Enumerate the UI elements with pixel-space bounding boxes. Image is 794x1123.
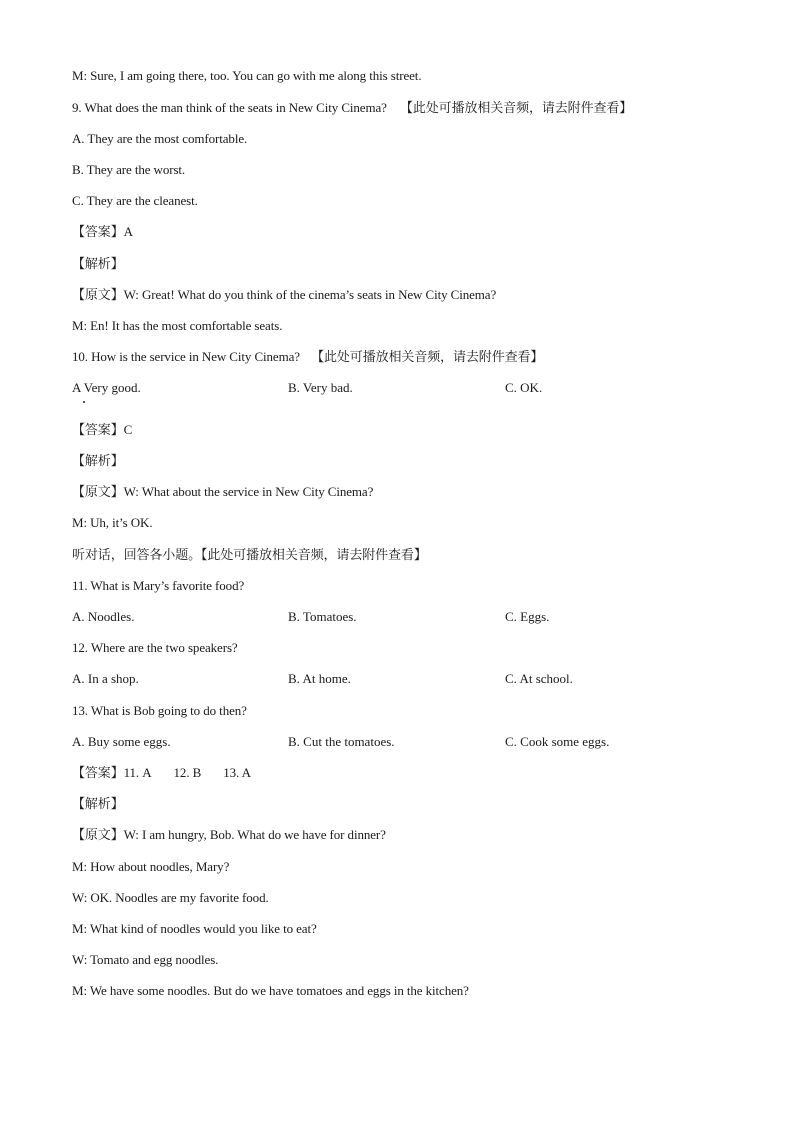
transcript-line [72, 827, 386, 844]
option-a: A Very good. [72, 380, 141, 395]
transcript-tag: 【原文】 [72, 485, 124, 500]
answer-tag: 【答案】 [72, 225, 124, 240]
section-instruction [72, 547, 427, 564]
option-c: C. Cook some eggs. [505, 734, 610, 749]
answer-line [72, 765, 251, 782]
dialogue-line: M: What kind of noodles would you like to eat? [72, 921, 317, 936]
transcript-line [72, 287, 496, 304]
option-b: B. Cut the tomatoes. [288, 734, 395, 749]
option-a: A. They are the most comfortable. [72, 131, 248, 146]
option-b: B. Very bad. [288, 380, 353, 395]
option-c: C. OK. [505, 380, 543, 395]
analysis-label: 【解析】 [72, 257, 124, 272]
answer-value: 11. A [123, 765, 152, 780]
question-10 [72, 349, 543, 366]
question-12: 12. Where are the two speakers? [72, 640, 238, 655]
audio-link[interactable]: 【此处可播放相关音频，请去附件查看】 [201, 548, 427, 563]
dialogue-line: M: Sure, I am going there, too. You can go with me along this street. [72, 68, 422, 83]
analysis-tag [72, 256, 124, 273]
dialogue-line: M: How about noodles, Mary? [72, 859, 230, 874]
option-a: A. In a shop. [72, 671, 139, 686]
answer-line [72, 422, 132, 439]
question-13: 13. What is Bob going to do then? [72, 703, 247, 718]
answer-tag: 【答案】 [72, 423, 124, 438]
transcript-line [72, 484, 373, 501]
dialogue-line: M: We have some noodles. But do we have tomatoes and eggs in the kitchen? [72, 983, 469, 998]
transcript-text: W: Great! What do you think of the cinema’s seats in New City Cinema? [123, 287, 497, 302]
question-10-text: 10. How is the service in New City Cinema? [72, 349, 300, 364]
section-text: 听对话，回答各小题。 [72, 548, 202, 563]
answer-tag: 【答案】 [72, 766, 124, 781]
analysis-label: 【解析】 [72, 454, 124, 469]
answer-line [72, 224, 133, 241]
audio-link[interactable]: 【此处可播放相关音频，请去附件查看】 [311, 350, 544, 365]
option-b: B. At home. [288, 671, 351, 686]
transcript-tag: 【原文】 [72, 288, 124, 303]
analysis-tag [72, 453, 124, 470]
option-c: C. They are the cleanest. [72, 193, 198, 208]
dialogue-line: M: Uh, it’s OK. [72, 515, 153, 530]
answer-value: 13. A [223, 765, 251, 780]
option-c: C. At school. [505, 671, 573, 686]
option-a: A. Buy some eggs. [72, 734, 171, 749]
dialogue-line: W: Tomato and egg noodles. [72, 952, 219, 967]
option-b: B. Tomatoes. [288, 609, 357, 624]
analysis-label: 【解析】 [72, 797, 124, 812]
answer-value: A [123, 224, 133, 239]
question-9 [72, 100, 632, 117]
dialogue-line: W: OK. Noodles are my favorite food. [72, 890, 269, 905]
stray-dot [83, 401, 85, 403]
option-c: C. Eggs. [505, 609, 550, 624]
question-9-text: 9. What does the man think of the seats in New City Cinema? [72, 100, 387, 115]
option-b: B. They are the worst. [72, 162, 186, 177]
answer-value: 12. B [173, 765, 202, 780]
dialogue-line: M: En! It has the most comfortable seats. [72, 318, 283, 333]
analysis-tag [72, 796, 124, 813]
answer-value: C [123, 422, 133, 437]
audio-link[interactable]: 【此处可播放相关音频，请去附件查看】 [399, 101, 633, 116]
option-a: A. Noodles. [72, 609, 135, 624]
question-11: 11. What is Mary’s favorite food? [72, 578, 245, 593]
transcript-text: W: I am hungry, Bob. What do we have for dinner? [123, 827, 386, 842]
transcript-text: W: What about the service in New City Cinema? [123, 484, 374, 499]
transcript-tag: 【原文】 [72, 828, 124, 843]
